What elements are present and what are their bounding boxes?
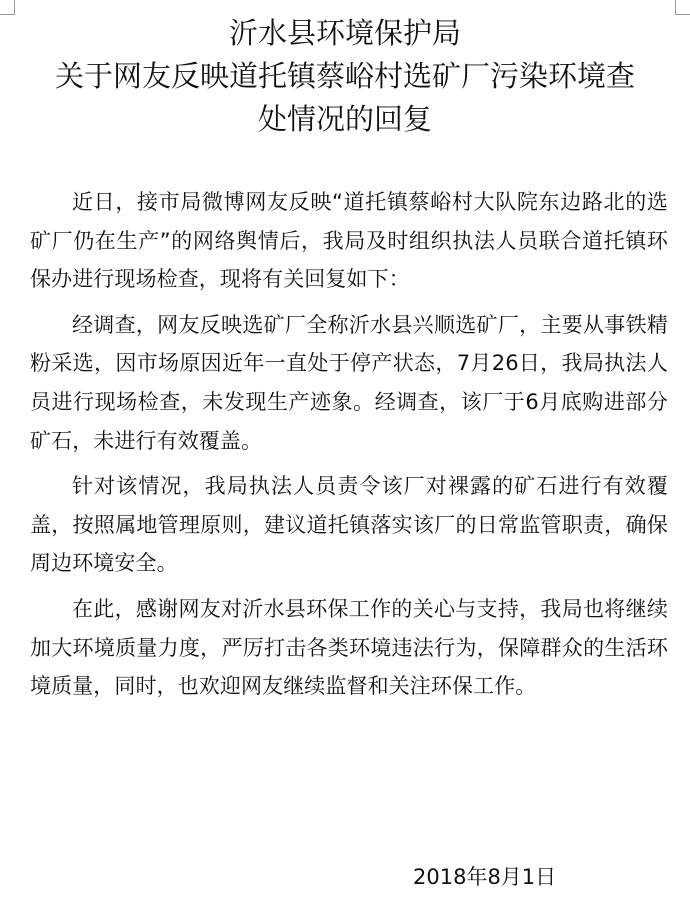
title-line-2: 关于网友反映道托镇蔡峪村选矿厂污染环境查	[54, 59, 635, 93]
paragraph-investigation: 经调查，网友反映选矿厂全称沂水县兴顺选矿厂，主要从事铁精粉采选，因市场原因近年一直处于停产状态，7月26日，我局执法人员进行现场检查，未发现生产迹象。经调查，该厂于6月底购进部分矿石，未进行有效覆盖。	[30, 312, 668, 453]
title-line-1: 沂水县环境保护局	[228, 16, 461, 50]
paragraph-measures: 针对该情况，我局执法人员责令该厂对裸露的矿石进行有效覆盖，按照属地管理原则，建议道托镇落实该厂的日常监管职责，确保周边环境安全。	[30, 474, 668, 576]
document-body	[30, 183, 668, 713]
paragraph-intro: 近日，接市局微博网友反映“道托镇蔡峪村大队院东边路北的选矿厂仍在生产”的网络舆情后，我局及时组织执法人员联合道托镇环保办进行现场检查，现将有关回复如下：	[30, 190, 668, 292]
document-title	[0, 12, 690, 141]
document-date: 2018年8月1日	[413, 865, 557, 889]
title-line-3: 处情况的回复	[257, 102, 432, 136]
paragraph-thanks: 在此，感谢网友对沂水县环保工作的关心与支持，我局也将继续加大环境质量力度，严厉打击各类环境违法行为，保障群众的生活环境质量，同时，也欢迎网友继续监督和关注环保工作。	[30, 596, 668, 699]
